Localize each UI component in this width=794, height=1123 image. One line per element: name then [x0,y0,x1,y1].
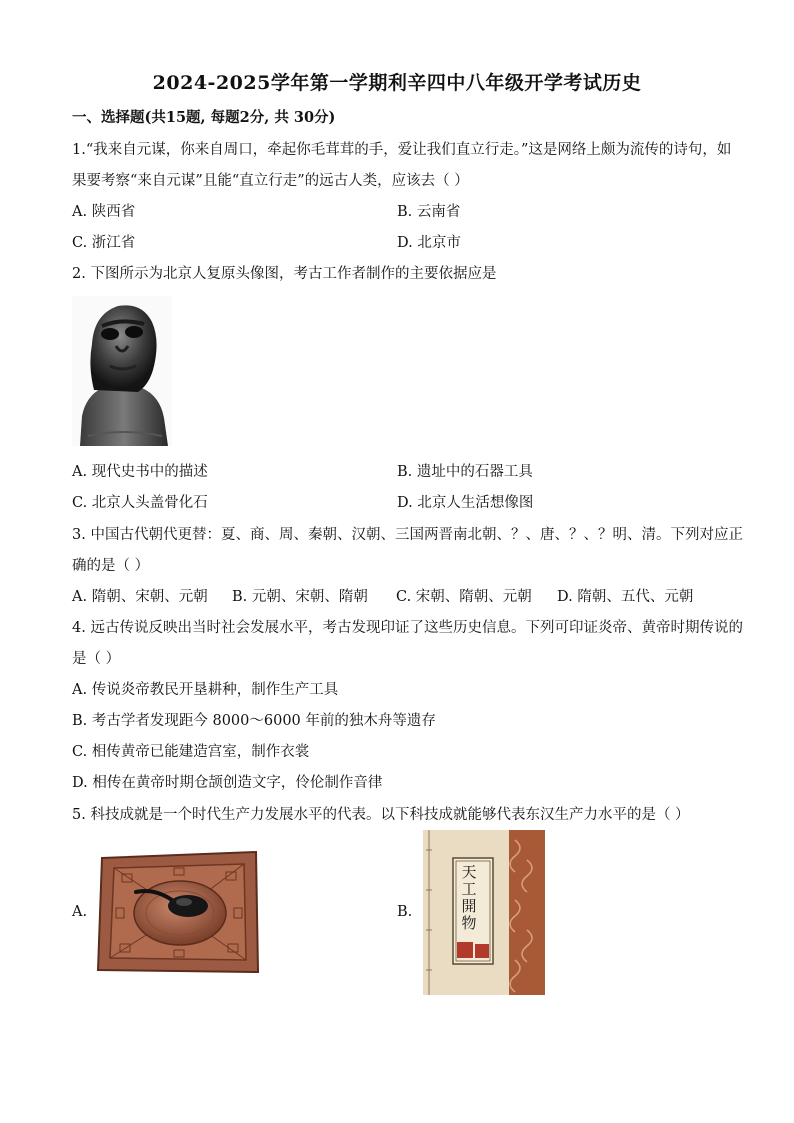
q1-option-d: D. 北京市 [397,235,461,251]
q3-stem-line1: 3. 中国古代朝代更替：夏、商、周、秦朝、汉朝、三国两晋南北朝、？、唐、？、？明、清。下列对应正 [72,527,743,543]
q4-stem-line2: 是（ ） [72,651,121,667]
q1-option-b: B. 云南省 [397,204,461,220]
q1-stem-line1: 1.“我来自元谋，你来自周口，牵起你毛茸茸的手，爱让我们直立行走。”这是网络上颇为流传的诗句，如 [72,142,732,158]
tiangong-kaiwu-book-image [423,830,545,995]
q3-option-b: B. 元朝、宋朝、隋朝 [232,589,368,605]
q2-stem: 2. 下图所示为北京人复原头像图，考古工作者制作的主要依据应是 [72,266,497,282]
q2-option-c: C. 北京人头盖骨化石 [72,495,208,511]
q4-option-a: A. 传说炎帝教民开垦耕种，制作生产工具 [72,682,339,698]
q3-option-c: C. 宋朝、隋朝、元朝 [396,589,532,605]
q5-stem: 5. 科技成就是一个时代生产力发展水平的代表。以下科技成就能够代表东汉生产力水平的是（ ） [72,807,690,823]
q1-option-a: A. 陕西省 [72,204,136,220]
q2-option-a: A. 现代史书中的描述 [72,464,208,480]
section-heading: 一、选择题(共15题, 每题2分, 共 30分) [72,109,336,126]
q2-option-b: B. 遗址中的石器工具 [397,464,533,480]
q3-option-d: D. 隋朝、五代、元朝 [557,589,694,605]
q4-option-c: C. 相传黄帝已能建造宫室，制作衣裳 [72,744,310,760]
q4-option-d: D. 相传在黄帝时期仓颉创造文字，伶伦制作音律 [72,775,383,791]
book-title-text: 天工開物 [461,863,477,932]
q5-option-a-label: A. [72,904,88,920]
q5-option-b-label: B. [397,904,413,920]
q3-option-a: A. 隋朝、宋朝、元朝 [72,589,208,605]
q1-stem-line2: 果要考察“来自元谋”且能“直立行走”的远古人类，应该去（ ） [72,173,469,189]
q2-option-d: D. 北京人生活想像图 [397,495,534,511]
page-title: 2024-2025学年第一学期利辛四中八年级开学考试历史 [152,72,642,94]
q1-option-c: C. 浙江省 [72,235,136,251]
sinan-compass-image [96,850,262,975]
q4-stem-line1: 4. 远古传说反映出当时社会发展水平，考古发现印证了这些历史信息。下列可印证炎帝、黄帝时期传说的 [72,620,743,636]
q4-option-b: B. 考古学者发现距今 8000～6000 年前的独木舟等遗存 [72,713,436,729]
q3-stem-line2: 确的是（ ） [72,558,150,574]
peking-man-bust-image [72,296,172,446]
